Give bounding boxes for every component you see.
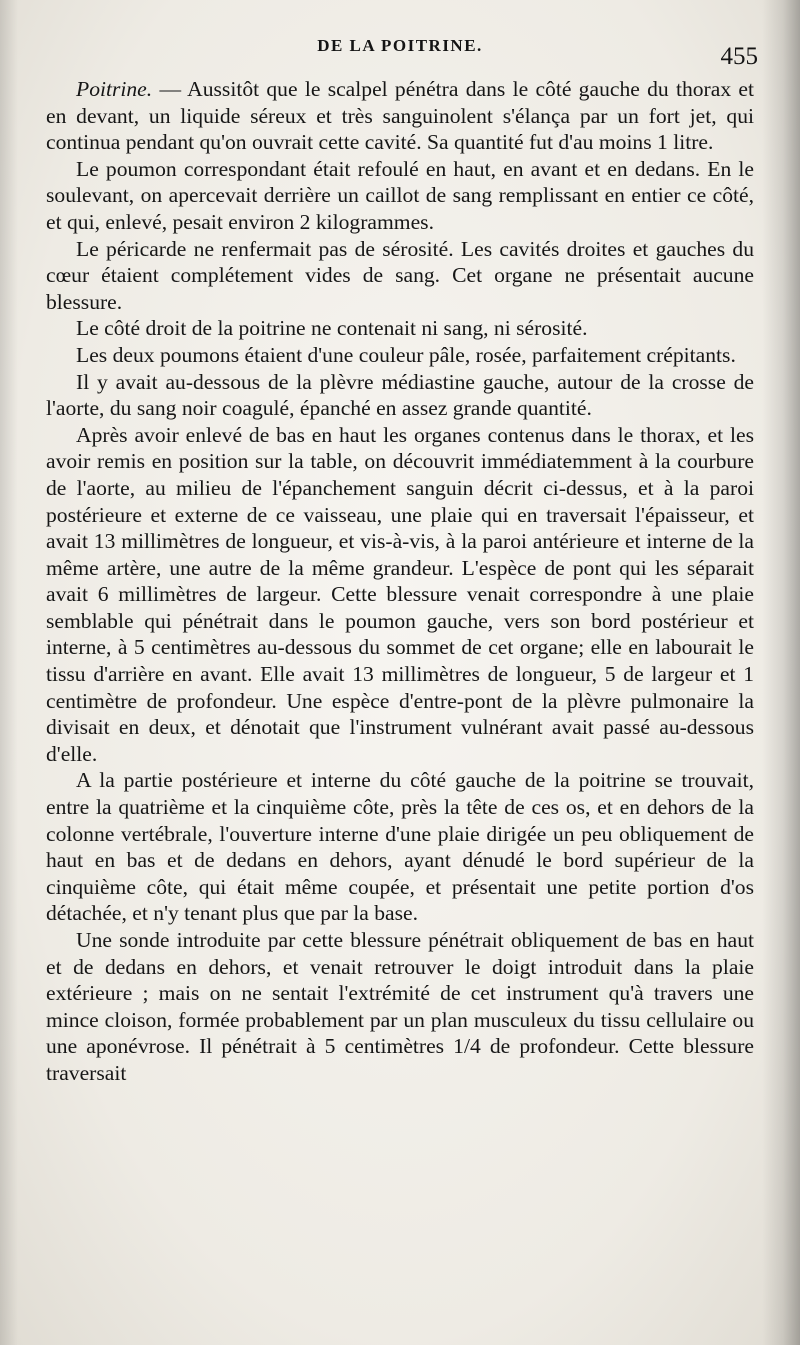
- page-edge-shadow: [762, 0, 800, 1345]
- paragraph: [46, 342, 754, 369]
- paragraph-text: Il y avait au-dessous de la plèvre médiastine gauche, autour de la crosse de l'aorte, du sang noir coagulé, épanché en assez grande quantité.: [46, 369, 754, 421]
- paragraph: [46, 422, 754, 768]
- paragraph-text: Le côté droit de la poitrine ne contenait ni sang, ni sérosité.: [76, 316, 588, 341]
- paragraph-text: Une sonde introduite par cette blessure pénétrait obliquement de bas en haut et de dedans en dehors, et venait retrouver le doigt introduit dans la plaie extérieure ; mais on ne sentait l'extrémité de cet instrument qu'à travers une mince cloison, formée probablement par un plan musculeux du tissu cellulaire ou une aponévrose. Il pénétrait à 5 centimètres 1/4 de profondeur. Cette blessure traversait: [46, 928, 754, 1085]
- page-number: 455: [720, 43, 758, 70]
- paragraph: [46, 927, 754, 1087]
- paragraph-lead: Poitrine.: [76, 77, 153, 101]
- paragraph-text: Les deux poumons étaient d'une couleur pâle, rosée, parfaitement crépitants.: [76, 342, 736, 367]
- paragraph: [46, 315, 754, 342]
- page-gutter-shadow: [0, 0, 18, 1345]
- paragraph: [46, 369, 754, 422]
- paragraph: [46, 76, 754, 156]
- paragraph-text: Après avoir enlevé de bas en haut les organes contenus dans le thorax, et les avoir remis en position sur la table, on découvrit immédiatemment à la courbure de l'aorte, au milieu de l'épanchement sanguin décrit ci-dessus, et à la paroi postérieure et externe de ce vaisseau, une plaie qui en traversait l'épaisseur, et avait 13 millimètres de longueur, et vis-à-vis, à la paroi antérieure et interne de la même artère, une autre de la même grandeur. L'espèce de pont qui les séparait avait 6 millimètres de largeur. Cette blessure venait correspondre à une plaie semblable qui pénétrait dans le poumon gauche, vers son bord postérieur et interne, à 5 centimètres au-dessous du sommet de cet organe; elle en labourait le tissu d'arrière en avant. Elle avait 13 millimètres de longueur, 5 de largeur et 1 centimètre de profondeur. Une espèce d'entre-pont de la plèvre pulmonaire la divisait en deux, et dénotait que l'instrument vulnérant avait passé au-dessous d'elle.: [46, 422, 754, 766]
- paragraph: [46, 236, 754, 316]
- paragraph-text: A la partie postérieure et interne du côté gauche de la poitrine se trouvait, entre la quatrième et la cinquième côte, près la tête de ces os, et en dehors de la colonne vertébrale, l'ouverture interne d'une plaie dirigée un peu obliquement de haut en bas et de dedans en dehors, ayant dénudé le bord supérieur de la cinquième côte, qui était même coupée, et présentait une petite portion d'os détachée, et n'y tenant plus que par la base.: [46, 768, 754, 926]
- paragraph: [46, 156, 754, 236]
- paragraph-text: Le poumon correspondant était refoulé en haut, en avant et en dedans. En le soulevant, on apercevait derrière un caillot de sang remplissant en entier ce côté, et qui, enlevé, pesait environ 2 kilogrammes.: [46, 156, 754, 234]
- paragraph-text: Le péricarde ne renfermait pas de sérosité. Les cavités droites et gauches du cœur étaient complétement vides de sang. Cet organe ne présentait aucune blessure.: [46, 236, 754, 314]
- page-text: [46, 76, 754, 1087]
- paragraph-text: — Aussitôt que le scalpel pénétra dans le côté gauche du thorax et en devant, un liquide séreux et très sanguinolent s'élança par un fort jet, qui continua pendant qu'on ouvrait cette cavité. Sa quantité fut d'au moins 1 litre.: [46, 77, 754, 155]
- running-title: DE LA POITRINE.: [317, 36, 483, 55]
- paragraph: [46, 767, 754, 927]
